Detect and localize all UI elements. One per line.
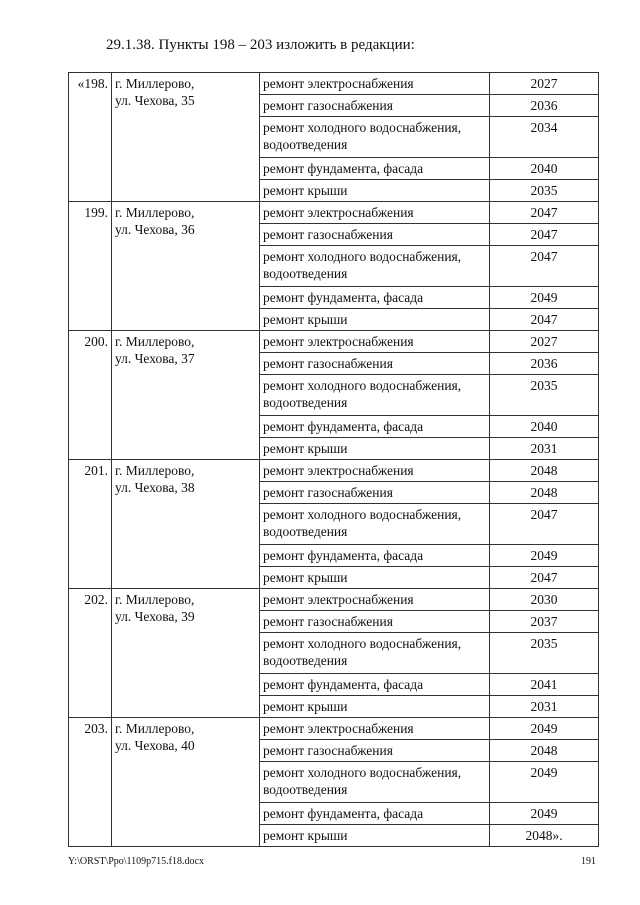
work-year: 2049 (490, 762, 599, 803)
address-city: г. Миллерово, (115, 334, 195, 349)
work-year: 2035 (490, 375, 599, 416)
table-row (69, 589, 599, 611)
work-year: 2049 (490, 287, 599, 309)
work-type: ремонт крыши (260, 567, 490, 589)
work-type: ремонт электроснабжения (260, 718, 490, 740)
table-row (69, 460, 599, 482)
work-year: 2041 (490, 674, 599, 696)
work-type: ремонт газоснабжения (260, 740, 490, 762)
work-type: ремонт крыши (260, 309, 490, 331)
work-year: 2048». (490, 825, 599, 847)
address-city: г. Миллерово, (115, 76, 195, 91)
work-year: 2049 (490, 803, 599, 825)
table-row (69, 718, 599, 740)
work-type: ремонт фундамента, фасада (260, 158, 490, 180)
address-cell (112, 589, 260, 718)
work-type: ремонт фундамента, фасада (260, 287, 490, 309)
work-year: 2030 (490, 589, 599, 611)
table-body (69, 73, 599, 847)
item-number: 201. (69, 460, 112, 589)
work-year: 2027 (490, 73, 599, 95)
footer-page-number: 191 (581, 856, 596, 867)
address-cell (112, 331, 260, 460)
work-type: ремонт газоснабжения (260, 353, 490, 375)
work-year: 2049 (490, 545, 599, 567)
work-year: 2040 (490, 416, 599, 438)
work-type: ремонт крыши (260, 180, 490, 202)
work-type: ремонт фундамента, фасада (260, 416, 490, 438)
work-type: ремонт электроснабжения (260, 202, 490, 224)
work-type: ремонт электроснабжения (260, 73, 490, 95)
address-cell (112, 718, 260, 847)
work-year: 2035 (490, 180, 599, 202)
item-number: 203. (69, 718, 112, 847)
work-type: ремонт крыши (260, 438, 490, 460)
work-type: ремонт крыши (260, 825, 490, 847)
work-type: ремонт холодного водоснабжения, водоотведения (260, 246, 490, 287)
work-year: 2048 (490, 482, 599, 504)
address-cell (112, 202, 260, 331)
address-city: г. Миллерово, (115, 205, 195, 220)
work-year: 2036 (490, 95, 599, 117)
item-number: 199. (69, 202, 112, 331)
work-type: ремонт газоснабжения (260, 95, 490, 117)
address-street: ул. Чехова, 37 (115, 351, 195, 366)
item-number: 202. (69, 589, 112, 718)
work-year: 2047 (490, 224, 599, 246)
work-type: ремонт холодного водоснабжения, водоотведения (260, 762, 490, 803)
work-year: 2049 (490, 718, 599, 740)
work-type: ремонт газоснабжения (260, 224, 490, 246)
work-year: 2037 (490, 611, 599, 633)
table-row (69, 202, 599, 224)
work-type: ремонт холодного водоснабжения, водоотведения (260, 117, 490, 158)
work-year: 2047 (490, 309, 599, 331)
address-street: ул. Чехова, 39 (115, 609, 195, 624)
address-street: ул. Чехова, 38 (115, 480, 195, 495)
work-type: ремонт электроснабжения (260, 460, 490, 482)
address-cell (112, 73, 260, 202)
repair-schedule-table (68, 72, 599, 847)
work-year: 2048 (490, 740, 599, 762)
work-year: 2047 (490, 202, 599, 224)
work-year: 2040 (490, 158, 599, 180)
work-type: ремонт холодного водоснабжения, водоотведения (260, 504, 490, 545)
item-number: «198. (69, 73, 112, 202)
work-year: 2047 (490, 504, 599, 545)
address-city: г. Миллерово, (115, 463, 195, 478)
footer-file-path: Y:\ORST\Ppo\1109p715.f18.docx (68, 856, 204, 867)
address-street: ул. Чехова, 35 (115, 93, 195, 108)
table-row (69, 73, 599, 95)
work-year: 2036 (490, 353, 599, 375)
work-year: 2047 (490, 246, 599, 287)
work-year: 2034 (490, 117, 599, 158)
work-type: ремонт газоснабжения (260, 482, 490, 504)
work-year: 2031 (490, 696, 599, 718)
work-type: ремонт газоснабжения (260, 611, 490, 633)
address-city: г. Миллерово, (115, 592, 195, 607)
work-year: 2047 (490, 567, 599, 589)
address-street: ул. Чехова, 36 (115, 222, 195, 237)
table-row (69, 331, 599, 353)
work-type: ремонт холодного водоснабжения, водоотведения (260, 633, 490, 674)
work-type: ремонт электроснабжения (260, 331, 490, 353)
work-year: 2027 (490, 331, 599, 353)
document-heading: 29.1.38. Пункты 198 – 203 изложить в редакции: (106, 37, 415, 53)
address-cell (112, 460, 260, 589)
address-street: ул. Чехова, 40 (115, 738, 195, 753)
work-year: 2048 (490, 460, 599, 482)
item-number: 200. (69, 331, 112, 460)
work-year: 2035 (490, 633, 599, 674)
work-year: 2031 (490, 438, 599, 460)
work-type: ремонт холодного водоснабжения, водоотведения (260, 375, 490, 416)
work-type: ремонт фундамента, фасада (260, 803, 490, 825)
work-type: ремонт крыши (260, 696, 490, 718)
work-type: ремонт фундамента, фасада (260, 545, 490, 567)
address-city: г. Миллерово, (115, 721, 195, 736)
work-type: ремонт фундамента, фасада (260, 674, 490, 696)
work-type: ремонт электроснабжения (260, 589, 490, 611)
